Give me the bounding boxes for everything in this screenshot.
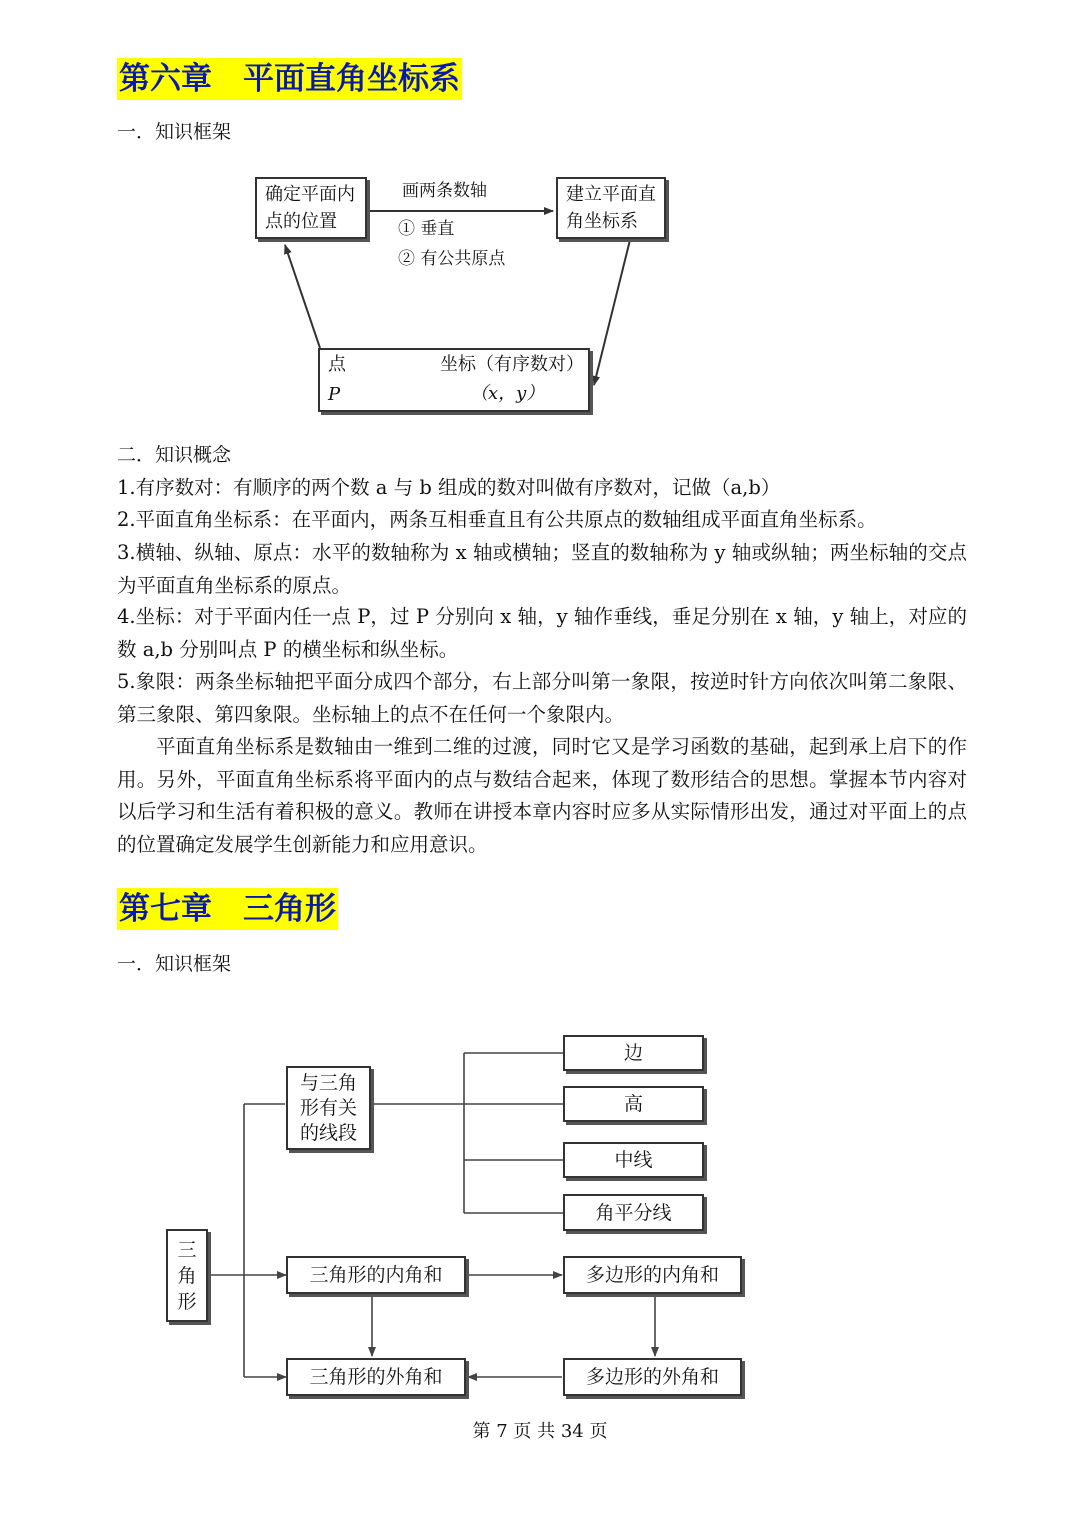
box-triangle-root: [166, 1229, 208, 1322]
chapter6-summary: 平面直角坐标系是数轴由一维到二维的过渡，同时它又是学习函数的基础，起到承上启下的作用。另外，平面直角坐标系将平面内的点与数结合起来，体现了数形结合的思想。掌握本节内容对以后学习和生活有着积极的意义。教师在讲授本章内容时应多从实际情形出发，通过对平面上的点的位置确定发展学生创新能力和应用意识。: [117, 735, 967, 856]
box-determine-line1: 确定平面内: [265, 184, 355, 205]
box-establish-line1: 建立平面直: [566, 184, 656, 205]
root-char-1: 三: [177, 1238, 197, 1261]
concept-coordinates: 4.坐标：对于平面内任一点 P，过 P 分别向 x 轴，y 轴作垂线，垂足分别在 x 轴，y 轴上，对应的数 a,b 分别叫点 P 的横坐标和纵坐标。: [117, 605, 967, 661]
box-triangle-interior-sum: 三角形的内角和: [286, 1256, 466, 1294]
box-triangle-exterior-sum: 三角形的外角和: [286, 1358, 466, 1396]
root-char-2: 角: [177, 1264, 197, 1287]
box-polygon-interior-sum: 多边形的内角和: [563, 1256, 742, 1294]
concept-coordinate-system: 2.平面直角坐标系：在平面内，两条互相垂直且有公共原点的数轴组成平面直角坐标系。: [117, 508, 877, 531]
chapter6-section-framework: 一．知识框架: [117, 121, 232, 143]
segments-line3: 的线段: [299, 1121, 357, 1144]
label-coordinate-ordered-pair: 坐标（有序数对）: [440, 354, 584, 375]
box-determine-line2: 点的位置: [265, 211, 337, 232]
box-angle-bisector: 角平分线: [563, 1194, 704, 1231]
root-char-3: 形: [177, 1290, 197, 1313]
chapter7-section-framework: 一．知识框架: [117, 953, 232, 975]
chapter6-section-concepts: 二．知识概念: [117, 444, 232, 466]
box-side: 边: [563, 1035, 704, 1071]
box-median: 中线: [563, 1142, 704, 1178]
segments-line2: 形有关: [299, 1096, 357, 1119]
concept-quadrants: 5.象限：两条坐标轴把平面分成四个部分，右上部分叫第一象限，按逆时针方向依次叫第二象限、第三象限、第四象限。坐标轴上的点不在任何一个象限内。: [117, 670, 967, 726]
concept-axes-origin: 3.横轴、纵轴、原点：水平的数轴称为 x 轴或横轴；竖直的数轴称为 y 轴或纵轴；两坐标轴的交点为平面直角坐标系的原点。: [117, 541, 967, 597]
label-draw-two-axes: 画两条数轴: [402, 181, 487, 201]
chapter7-title: 第七章 三角形: [117, 888, 338, 930]
segments-line1: 与三角: [299, 1071, 357, 1094]
box-height: 高: [563, 1086, 704, 1122]
page-footer: 第 7 页 共 34 页: [472, 1421, 608, 1442]
label-common-origin: ② 有公共原点: [398, 249, 506, 269]
label-point: 点: [328, 354, 346, 375]
concept-ordered-pair: 1.有序数对：有顺序的两个数 a 与 b 组成的数对叫做有序数对，记做（a,b）: [117, 476, 781, 499]
chapter6-title: 第六章 平面直角坐标系: [117, 58, 462, 100]
label-perpendicular: ① 垂直: [398, 219, 455, 239]
box-polygon-exterior-sum: 多边形的外角和: [563, 1358, 742, 1396]
box-establish-line2: 角坐标系: [566, 211, 638, 232]
box-related-segments: [286, 1066, 371, 1150]
label-point-p: P: [328, 384, 341, 405]
label-coordinate-xy: （x，y）: [470, 383, 545, 404]
